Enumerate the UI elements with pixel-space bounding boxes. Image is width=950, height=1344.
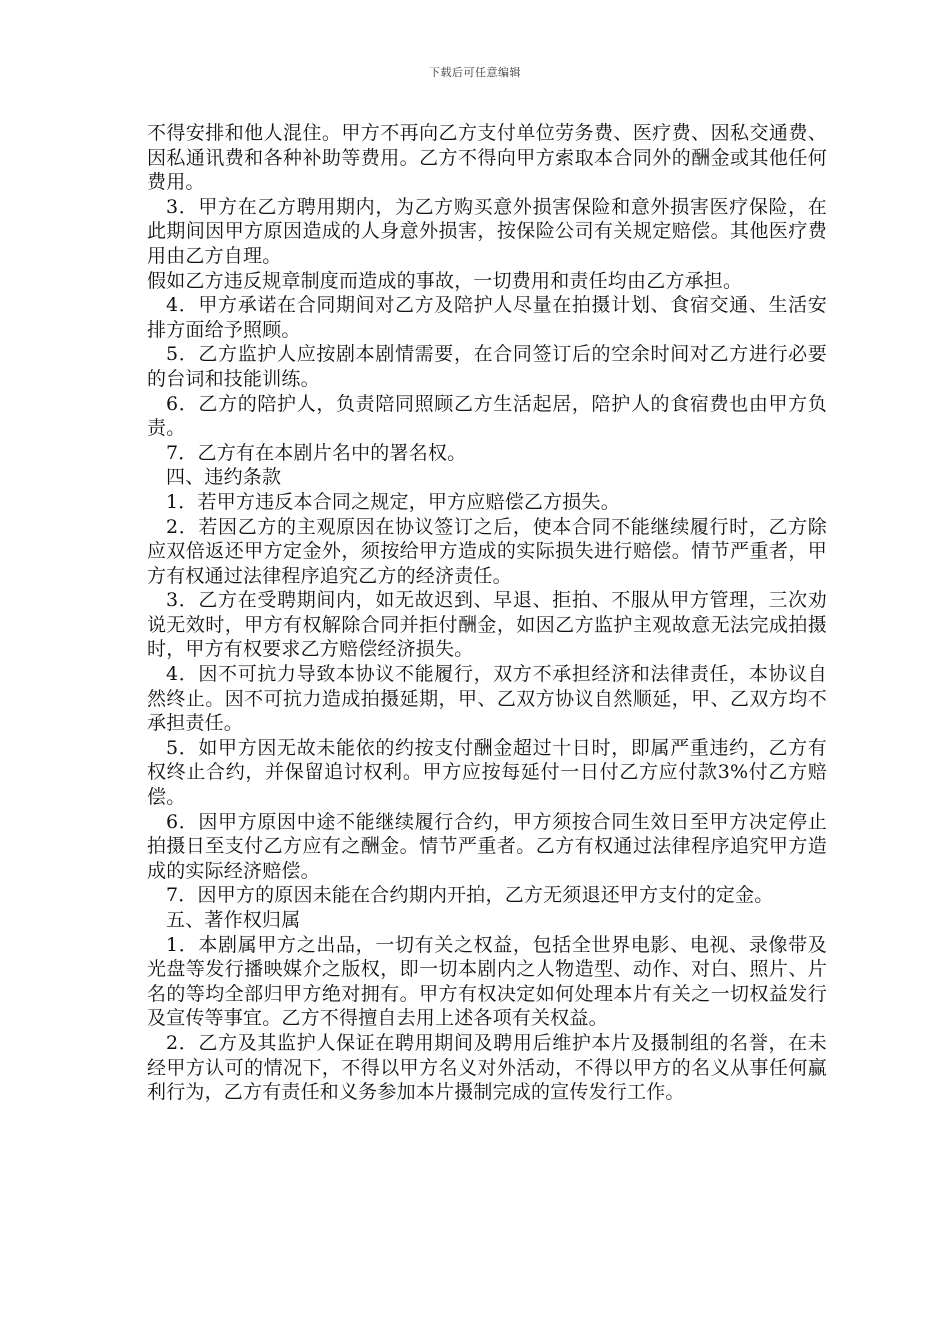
paragraph: 4．甲方承诺在合同期间对乙方及陪护人尽量在拍摄计划、食宿交通、生活安排方面给予照顾。 xyxy=(147,294,827,341)
paragraph: 1．若甲方违反本合同之规定，甲方应赔偿乙方损失。 xyxy=(166,490,620,513)
paragraph: 1．本剧属甲方之出品，一切有关之权益，包括全世界电影、电视、录像带及光盘等发行播映媒介之版权，即一切本剧内之人物造型、动作、对白、照片、片名的等均全部归甲方绝对拥有。甲方有权决定如何处理本片有关之一切权益发行及宣传等事宜。乙方不得擅自去用上述各项有关权益。 xyxy=(147,933,827,1030)
paragraph: 7．因甲方的原因未能在合约期内开拍，乙方无须退还甲方支付的定金。 xyxy=(166,884,774,907)
section-heading: 四、违约条款 xyxy=(166,466,282,489)
page-header-note: 下载后可任意编辑 xyxy=(429,66,521,79)
paragraph: 不得安排和他人混住。甲方不再向乙方支付单位劳务费、医疗费、因私交通费、因私通讯费和各种补助等费用。乙方不得向甲方索取本合同外的酬金或其他任何费用。 xyxy=(147,122,827,194)
paragraph: 5．如甲方因无故未能依的约按支付酬金超过十日时，即属严重违约，乙方有权终止合约，并保留追讨权利。甲方应按每延付一日付乙方应付款3%付乙方赔偿。 xyxy=(147,736,827,809)
paragraph: 6．乙方的陪护人，负责陪同照顾乙方生活起居，陪护人的食宿费也由甲方负责。 xyxy=(147,392,827,440)
paragraph: 6．因甲方原因中途不能继续履行合约，甲方须按合同生效日至甲方决定停止拍摄日至支付乙方应有之酬金。情节严重者。乙方有权通过法律程序追究甲方造成的实际经济赔偿。 xyxy=(147,810,827,882)
document-body xyxy=(147,121,827,1105)
section-heading: 五、著作权归属 xyxy=(166,909,301,931)
paragraph: 假如乙方违反规章制度而造成的事故，一切费用和责任均由乙方承担。 xyxy=(147,269,743,292)
paragraph: 4．因不可抗力导致本协议不能履行，双方不承担经济和法律责任，本协议自然终止。因不可抗力造成拍摄延期，甲、乙双方协议自然顺延，甲、乙双方均不承担责任。 xyxy=(147,663,827,735)
paragraph: 3．甲方在乙方聘用期内，为乙方购买意外损害保险和意外损害医疗保险，在此期间因甲方原因造成的人身意外损害，按保险公司有关规定赔偿。其他医疗费用由乙方自理。 xyxy=(147,195,827,267)
paragraph: 2．若因乙方的主观原因在协议签订之后，使本合同不能继续履行时，乙方除应双倍返还甲方定金外，须按给甲方造成的实际损失进行赔偿。情节严重者，甲方有权通过法律程序追究乙方的经济责任。 xyxy=(147,515,827,587)
paragraph: 3．乙方在受聘期间内，如无故迟到、早退、拒拍、不服从甲方管理，三次劝说无效时，甲方有权解除合同并拒付酬金，如因乙方监护主观故意无法完成拍摄时，甲方有权要求乙方赔偿经济损失。 xyxy=(147,589,827,661)
paragraph: 5．乙方监护人应按剧本剧情需要，在合同签订后的空余时间对乙方进行必要的台词和技能训练。 xyxy=(147,343,827,390)
paragraph: 2．乙方及其监护人保证在聘用期间及聘用后维护本片及摄制组的名誉，在未经甲方认可的情况下，不得以甲方名义对外活动，不得以甲方的名义从事任何赢利行为，乙方有责任和义务参加本片摄制完成的宣传发行工作。 xyxy=(147,1031,827,1104)
paragraph: 7．乙方有在本剧片名中的署名权。 xyxy=(166,441,467,464)
